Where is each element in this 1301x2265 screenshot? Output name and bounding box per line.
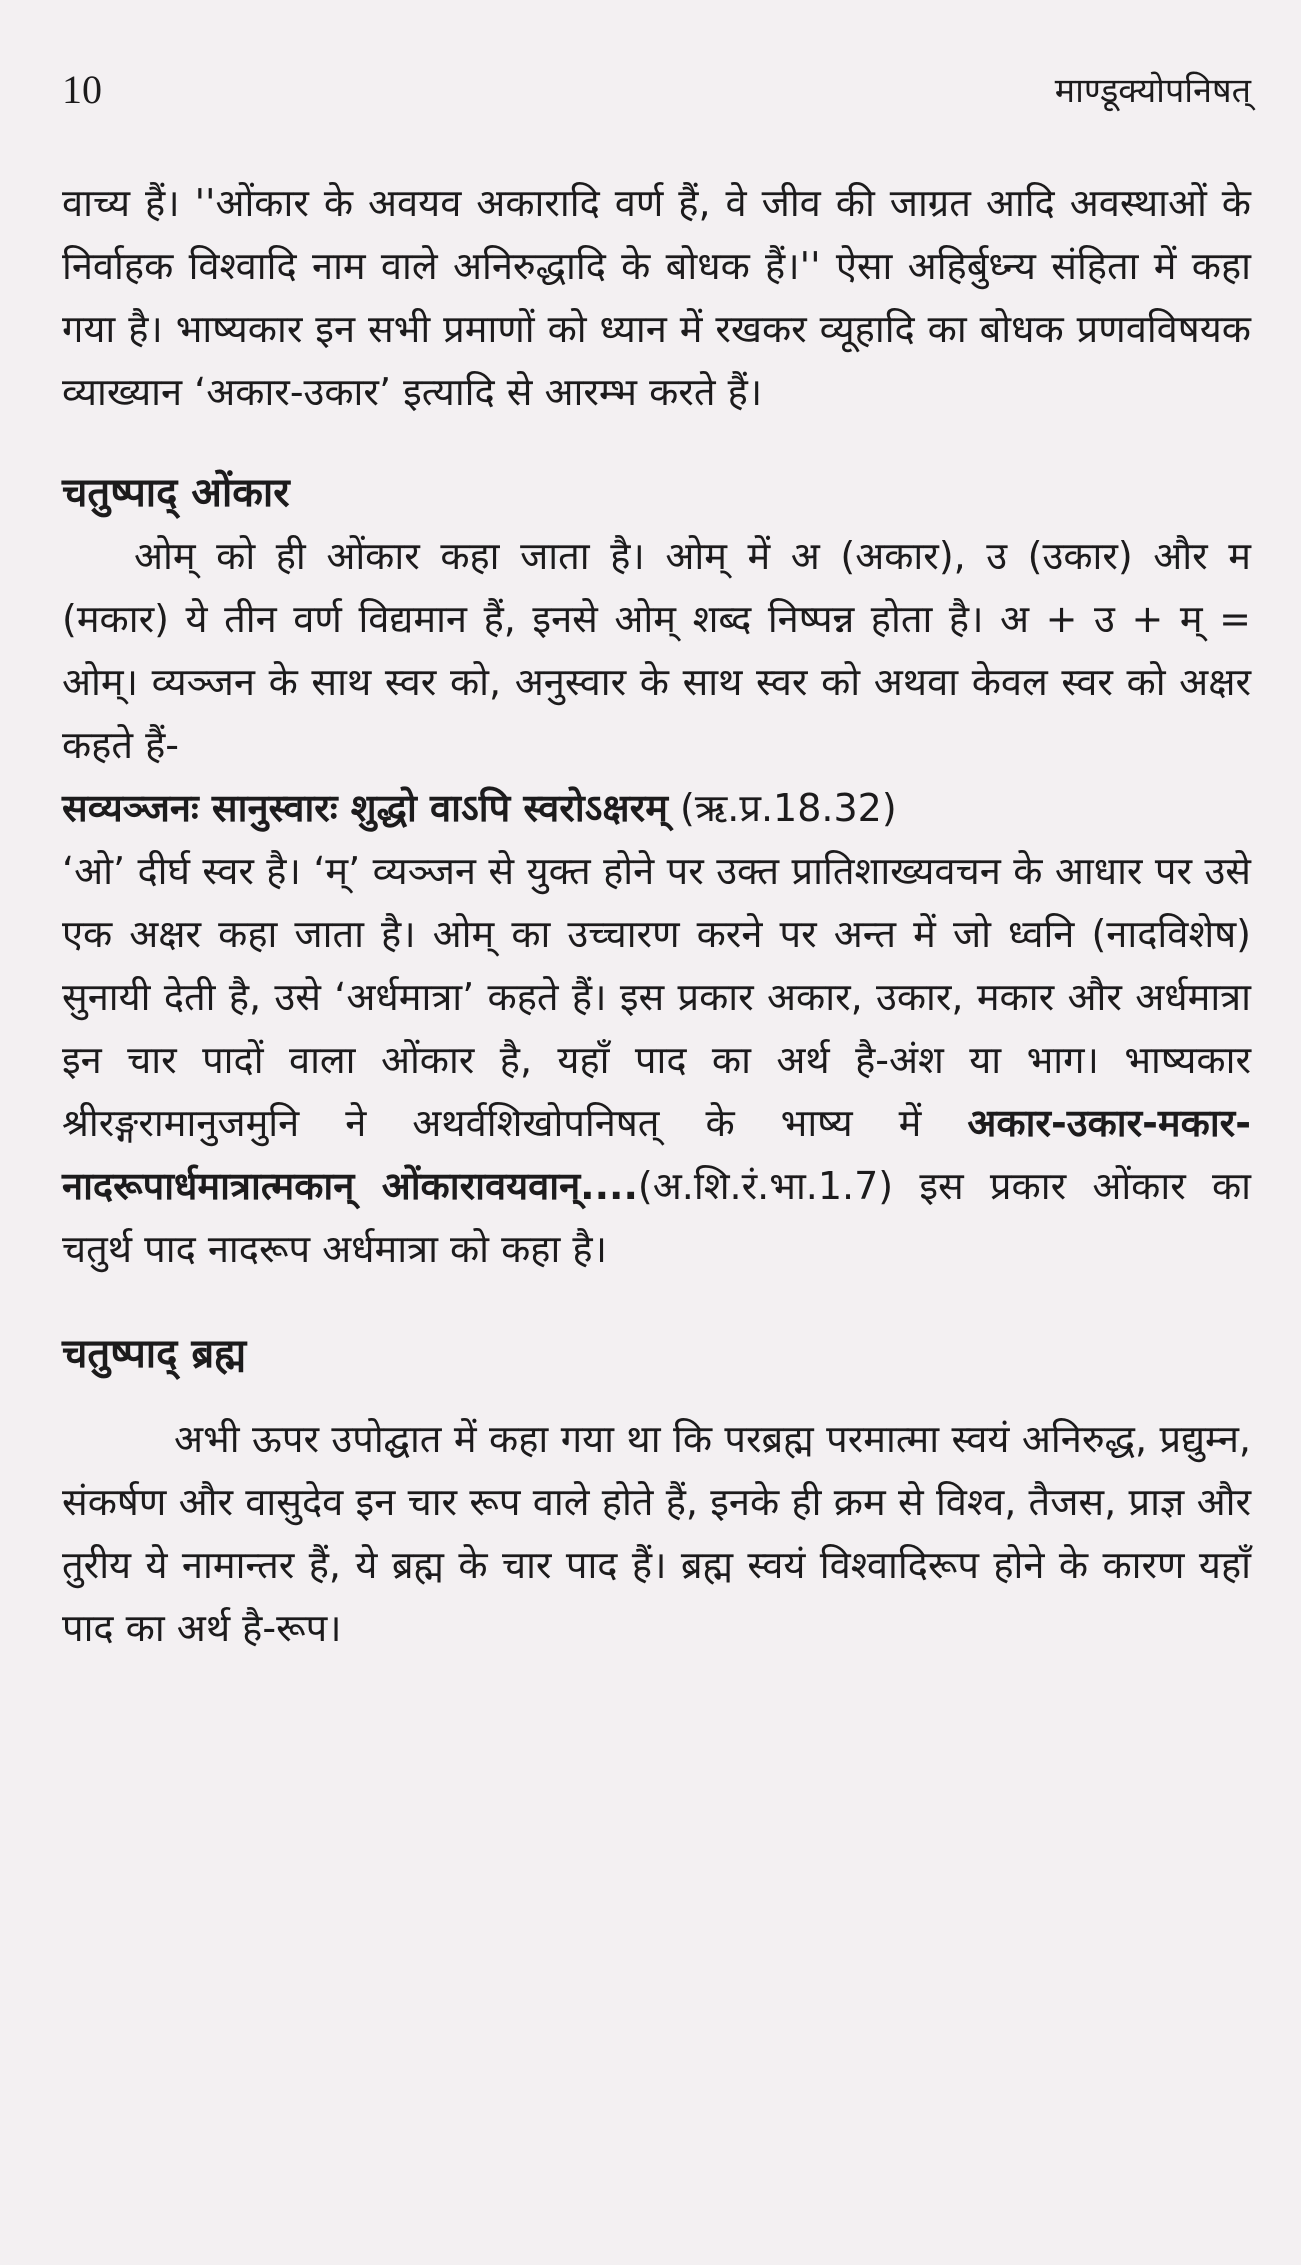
page-body: [62, 172, 1251, 1660]
section-heading-chatushpad-brahma: चतुष्पाद् ब्रह्म: [62, 1331, 247, 1377]
paragraph-omkar-text-3: इस प्रकार ओंकार का चतुर्थ पाद नादरूप अर्धमात्रा को कहा है।: [62, 1164, 1251, 1271]
paragraph-brahma: अभी ऊपर उपोद्घात में कहा गया था कि परब्रह्म परमात्मा स्वयं अनिरुद्ध, प्रद्युम्न, संकर्षण और वासुदेव इन चार रूप वाले होते हैं, इनके ही क्रम से विश्व, तैजस, प्राज्ञ और तुरीय ये नामान्तर हैं, ये ब्रह्म के चार पाद हैं। ब्रह्म स्वयं विश्वादिरूप होने के कारण यहाँ पाद का अर्थ है-रूप।: [62, 1417, 1251, 1650]
quote-sanskrit-2: अकार-उकार-मकार-नादरूपार्धमात्रात्मकान् ओंकारावयवान्....: [62, 1101, 1251, 1208]
page-number: 10: [62, 67, 102, 112]
paragraph-intro: वाच्य हैं। ''ओंकार के अवयव अकारादि वर्ण हैं, वे जीव की जाग्रत आदि अवस्थाओं के निर्वाहक विश्वादि नाम वाले अनिरुद्धादि के बोधक हैं।'' ऐसा अहिर्बुध्न्य संहिता में कहा गया है। भाष्यकार इन सभी प्रमाणों को ध्यान में रखकर व्यूहादि का बोधक प्रणवविषयक व्याख्यान ‘अकार-उकार’ इत्यादि से आरम्भ करते हैं।: [62, 181, 1251, 414]
book-title: माण्डूक्योपनिषत्: [1054, 71, 1251, 111]
paragraph-omkar-text-2: ‘ओ’ दीर्घ स्वर है। ‘म्’ व्यञ्जन से युक्त होने पर उक्त प्रातिशाख्यवचन के आधार पर उसे एक अक्षर कहा जाता है। ओम् का उच्चारण करने पर अन्त में जो ध्वनि (नादविशेष) सुनायी देती है, उसे ‘अर्धमात्रा’ कहते हैं। इस प्रकार अकार, उकार, मकार और अर्धमात्रा इन चार पादों वाला ओंकार है, यहाँ पाद का अर्थ है-अंश या भाग। भाष्यकार श्रीरङ्गरामानुजमुनि ने अथर्वशिखोपनिषत् के भाष्य में: [62, 849, 1251, 1145]
section-heading-chatushpad-omkar: चतुष्पाद् ओंकार: [62, 470, 290, 516]
quote-sanskrit-1: सव्यञ्जनः सानुस्वारः शुद्धो वाऽपि स्वरोऽक्षरम्: [62, 786, 668, 830]
reference-1: (ऋ.प्र.18.32): [667, 786, 897, 830]
paragraph-omkar: [62, 525, 1251, 1281]
paragraph-omkar-text-1: ओम् को ही ओंकार कहा जाता है। ओम् में अ (अकार), उ (उकार) और म (मकार) ये तीन वर्ण विद्यमान हैं, इनसे ओम् शब्द निष्पन्न होता है। अ + उ + म् = ओम्। व्यञ्जन के साथ स्वर को, अनुस्वार के साथ स्वर को अथवा केवल स्वर को अक्षर कहते हैं-: [62, 534, 1251, 767]
reference-2: (अ.शि.रं.भा.1.7): [637, 1164, 894, 1208]
running-header: [62, 66, 1251, 116]
